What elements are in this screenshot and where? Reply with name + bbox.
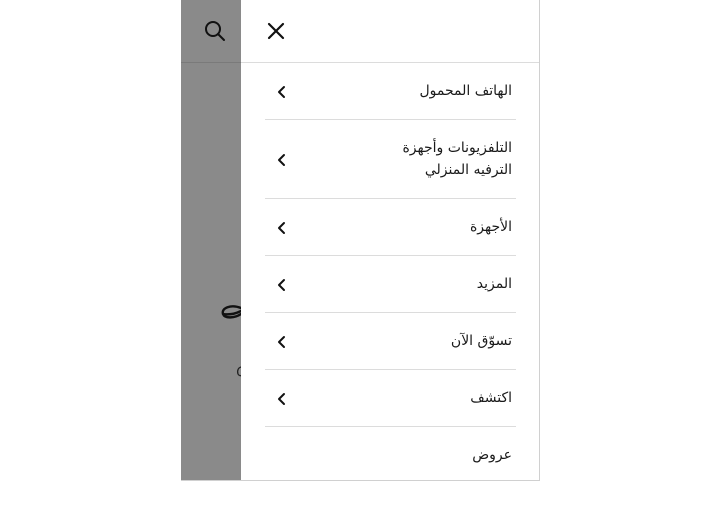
menu-item-label: اكتشف bbox=[470, 390, 512, 406]
menu-item-label: عروض bbox=[472, 447, 512, 463]
chevron-left-icon bbox=[275, 84, 289, 98]
close-icon bbox=[263, 18, 289, 44]
drawer-header bbox=[241, 0, 539, 63]
menu-item-appliances[interactable] bbox=[265, 199, 516, 256]
menu-item-label: تسوّق الآن bbox=[450, 333, 512, 349]
drawer-menu bbox=[265, 63, 516, 481]
chevron-left-icon bbox=[275, 152, 289, 166]
close-button[interactable] bbox=[263, 18, 289, 44]
logo-icon bbox=[217, 302, 243, 324]
chevron-left-icon bbox=[275, 391, 289, 405]
chevron-left-icon bbox=[275, 277, 289, 291]
menu-item-offers[interactable] bbox=[265, 427, 516, 481]
chevron-left-icon bbox=[275, 334, 289, 348]
menu-item-shop-now[interactable] bbox=[265, 313, 516, 370]
menu-item-label: الأجهزة bbox=[469, 219, 512, 235]
search-icon[interactable] bbox=[203, 19, 227, 43]
navigation-drawer bbox=[241, 0, 539, 480]
menu-item-label: الهاتف المحمول bbox=[419, 83, 512, 99]
chevron-left-icon bbox=[275, 220, 289, 234]
mobile-viewport bbox=[181, 0, 540, 481]
menu-item-label: المزيد bbox=[476, 276, 512, 292]
menu-item-tv-home-entertainment[interactable] bbox=[265, 120, 516, 199]
page-overlay[interactable] bbox=[181, 0, 241, 480]
menu-item-mobile[interactable] bbox=[265, 63, 516, 120]
header-divider bbox=[181, 62, 241, 63]
menu-item-more[interactable] bbox=[265, 256, 516, 313]
menu-item-label: التلفزيونات وأجهزة الترفيه المنزلي bbox=[402, 140, 512, 178]
menu-item-discover[interactable] bbox=[265, 370, 516, 427]
